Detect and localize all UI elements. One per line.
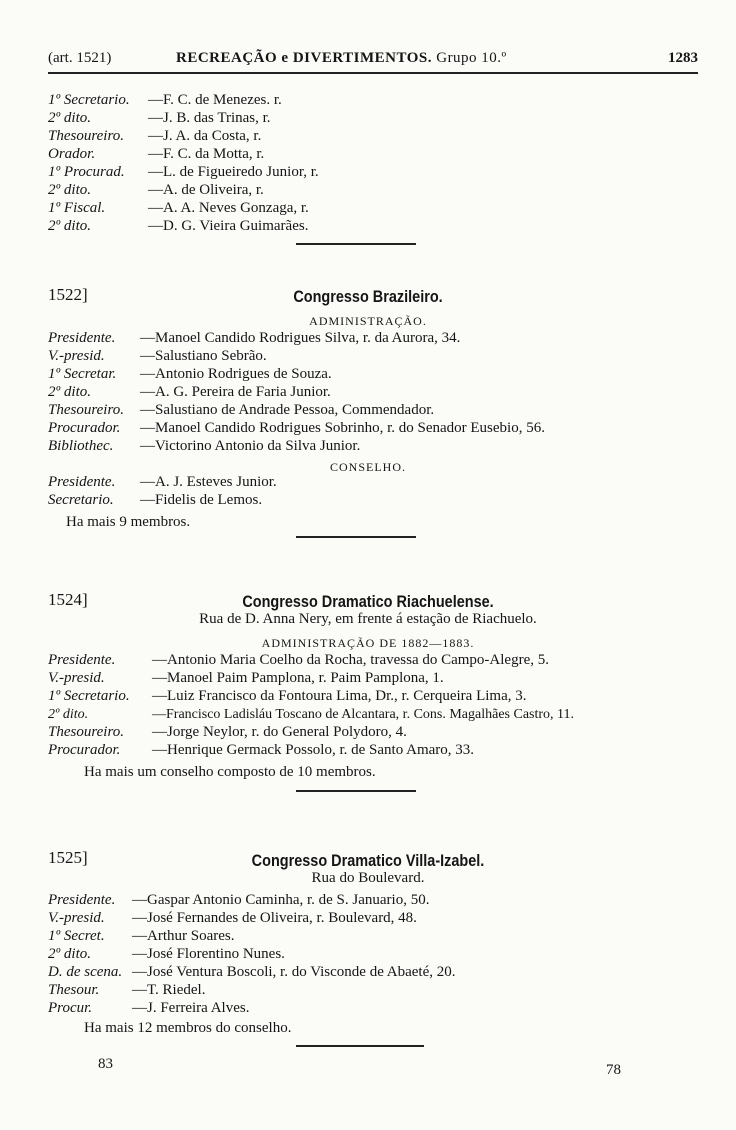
- member-text: —Luiz Francisco da Fontoura Lima, Dr., r. Cerqueira Lima, 3.: [152, 688, 527, 704]
- role-label: V.-presid.: [48, 910, 105, 926]
- role-label: 2º dito.: [48, 182, 91, 198]
- member-row: [48, 492, 262, 509]
- role-label: Presidente.: [48, 652, 116, 668]
- member-text: —José Fernandes de Oliveira, r. Boulevard, 48.: [132, 910, 417, 926]
- entry-number: 1524]: [48, 590, 88, 609]
- role-label: Thesoureiro.: [48, 724, 124, 740]
- entry-title: Congresso Brazileiro.: [293, 287, 443, 306]
- member-text: —Salustiano de Andrade Pessoa, Commendador.: [140, 402, 435, 418]
- member-text: —A. G. Pereira de Faria Junior.: [140, 384, 331, 400]
- member-text: —José Florentino Nunes.: [132, 946, 285, 962]
- role-label: Presidente.: [48, 892, 116, 908]
- role-label: 2º dito.: [48, 384, 91, 400]
- entry-number: 1525]: [48, 848, 88, 867]
- role-label: Thesoureiro.: [48, 402, 124, 418]
- member-text: —Manoel Candido Rodrigues Sobrinho, r. do Senador Eusebio, 56.: [140, 420, 545, 436]
- role-label: V.-presid.: [48, 670, 105, 686]
- member-row: [48, 652, 549, 669]
- member-text: —Jorge Neylor, r. do General Polydoro, 4.: [152, 724, 407, 740]
- role-label: 1º Secretar.: [48, 366, 117, 382]
- section-divider: [296, 790, 416, 792]
- section-divider: [296, 243, 416, 245]
- member-row: [48, 688, 527, 705]
- role-label: Procurador.: [48, 420, 121, 436]
- header-article-ref: (art. 1521): [48, 50, 112, 66]
- member-row: [48, 964, 456, 981]
- member-row: [48, 146, 264, 163]
- member-row: [48, 366, 332, 383]
- member-text: —J. Ferreira Alves.: [132, 1000, 250, 1016]
- member-row: [48, 110, 271, 127]
- running-header: [48, 50, 698, 74]
- section-divider: [296, 536, 416, 538]
- entry-title: Congresso Dramatico Riachuelense.: [242, 592, 494, 611]
- member-row: [48, 946, 285, 963]
- member-text: —J. B. das Trinas, r.: [148, 110, 271, 126]
- role-label: Bibliothec.: [48, 438, 114, 454]
- member-text: —L. de Figueiredo Junior, r.: [148, 164, 319, 180]
- member-row: [48, 164, 319, 181]
- member-row: [48, 474, 277, 491]
- role-label: 2º dito.: [48, 707, 89, 722]
- role-label: 1º Secretario.: [48, 688, 130, 704]
- role-label: 2º dito.: [48, 946, 91, 962]
- entry-note: Ha mais 12 membros do conselho.: [84, 1020, 292, 1036]
- footer-right-number: 78: [606, 1062, 621, 1078]
- role-label: V.-presid.: [48, 348, 105, 364]
- member-text: —D. G. Vieira Guimarães.: [148, 218, 309, 234]
- member-text: —Arthur Soares.: [132, 928, 235, 944]
- member-text: —Antonio Maria Coelho da Rocha, travessa do Campo-Alegre, 5.: [152, 652, 549, 668]
- role-label: Procur.: [48, 1000, 93, 1016]
- entry-number: 1522]: [48, 285, 88, 304]
- member-row: [48, 182, 264, 199]
- member-row: [48, 910, 417, 927]
- member-row: [48, 742, 474, 759]
- role-label: Secretario.: [48, 492, 114, 508]
- member-row: [48, 384, 331, 401]
- role-label: Procurador.: [48, 742, 121, 758]
- role-label: Presidente.: [48, 474, 116, 490]
- administration-label: ADMINISTRAÇÃO.: [309, 314, 427, 328]
- member-text: —A. de Oliveira, r.: [148, 182, 264, 198]
- member-text: —A. A. Neves Gonzaga, r.: [148, 200, 309, 216]
- member-row: [48, 348, 267, 365]
- member-text: —Fidelis de Lemos.: [140, 492, 263, 508]
- member-row: [48, 402, 434, 419]
- member-text: —Victorino Antonio da Silva Junior.: [140, 438, 361, 454]
- header-group: Grupo 10.º: [436, 50, 507, 66]
- role-label: 1º Procurad.: [48, 164, 125, 180]
- member-text: —J. A. da Costa, r.: [148, 128, 262, 144]
- council-label: CONSELHO.: [329, 460, 406, 474]
- member-text: —Francisco Ladisláu Toscano de Alcantara, r. Cons. Magalhães Castro, 11.: [152, 707, 575, 722]
- entry-title: Congresso Dramatico Villa-Izabel.: [251, 851, 485, 870]
- header-title: [176, 50, 507, 67]
- member-row: [48, 928, 234, 945]
- role-label: Orador.: [48, 146, 96, 162]
- member-row: [48, 200, 309, 217]
- member-text: —Manoel Candido Rodrigues Silva, r. da Aurora, 34.: [140, 330, 461, 346]
- role-label: 1º Secret.: [48, 928, 105, 944]
- role-label: Thesoureiro.: [48, 128, 124, 144]
- entry-address: Rua do Boulevard.: [311, 870, 425, 886]
- member-text: —Antonio Rodrigues de Souza.: [140, 366, 332, 382]
- entry-note: Ha mais um conselho composto de 10 membros.: [84, 764, 376, 780]
- footer-left-number: 83: [98, 1056, 113, 1072]
- member-row: [48, 128, 261, 145]
- entry-address: Rua de D. Anna Nery, em frente á estação de Riachuelo.: [199, 611, 537, 627]
- member-row: [48, 420, 545, 437]
- member-row: [48, 892, 429, 909]
- role-label: Presidente.: [48, 330, 116, 346]
- member-row: [48, 438, 360, 455]
- member-text: —Salustiano Sebrão.: [140, 348, 267, 364]
- header-title-text: RECREAÇÃO e DIVERTIMENTOS.: [176, 50, 432, 66]
- role-label: Thesour.: [48, 982, 100, 998]
- header-page-number: 1283: [668, 50, 698, 66]
- section-divider: [296, 1045, 424, 1047]
- member-row: [48, 330, 460, 347]
- member-row: [48, 92, 282, 109]
- role-label: D. de scena.: [48, 964, 123, 980]
- member-text: —F. C. de Menezes. r.: [148, 92, 282, 108]
- member-row: [48, 670, 444, 687]
- role-label: 2º dito.: [48, 110, 91, 126]
- role-label: 1º Fiscal.: [48, 200, 106, 216]
- member-row: [48, 218, 308, 235]
- role-label: 1º Secretario.: [48, 92, 130, 108]
- member-text: —A. J. Esteves Junior.: [140, 474, 277, 490]
- member-text: —F. C. da Motta, r.: [148, 146, 265, 162]
- member-row: [48, 1000, 249, 1017]
- member-row: [48, 724, 407, 741]
- role-label: 2º dito.: [48, 218, 91, 234]
- member-row: [48, 706, 574, 723]
- member-text: —Manoel Paim Pamplona, r. Paim Pamplona, 1.: [152, 670, 444, 686]
- administration-label: ADMINISTRAÇÃO DE 1882—1883.: [261, 636, 475, 650]
- member-row: [48, 982, 205, 999]
- member-text: —Gaspar Antonio Caminha, r. de S. Januario, 50.: [132, 892, 430, 908]
- member-text: —T. Riedel.: [132, 982, 206, 998]
- entry-note: Ha mais 9 membros.: [66, 514, 191, 530]
- member-text: —José Ventura Boscoli, r. do Visconde de Abaeté, 20.: [132, 964, 456, 980]
- member-text: —Henrique Germack Possolo, r. de Santo Amaro, 33.: [152, 742, 475, 758]
